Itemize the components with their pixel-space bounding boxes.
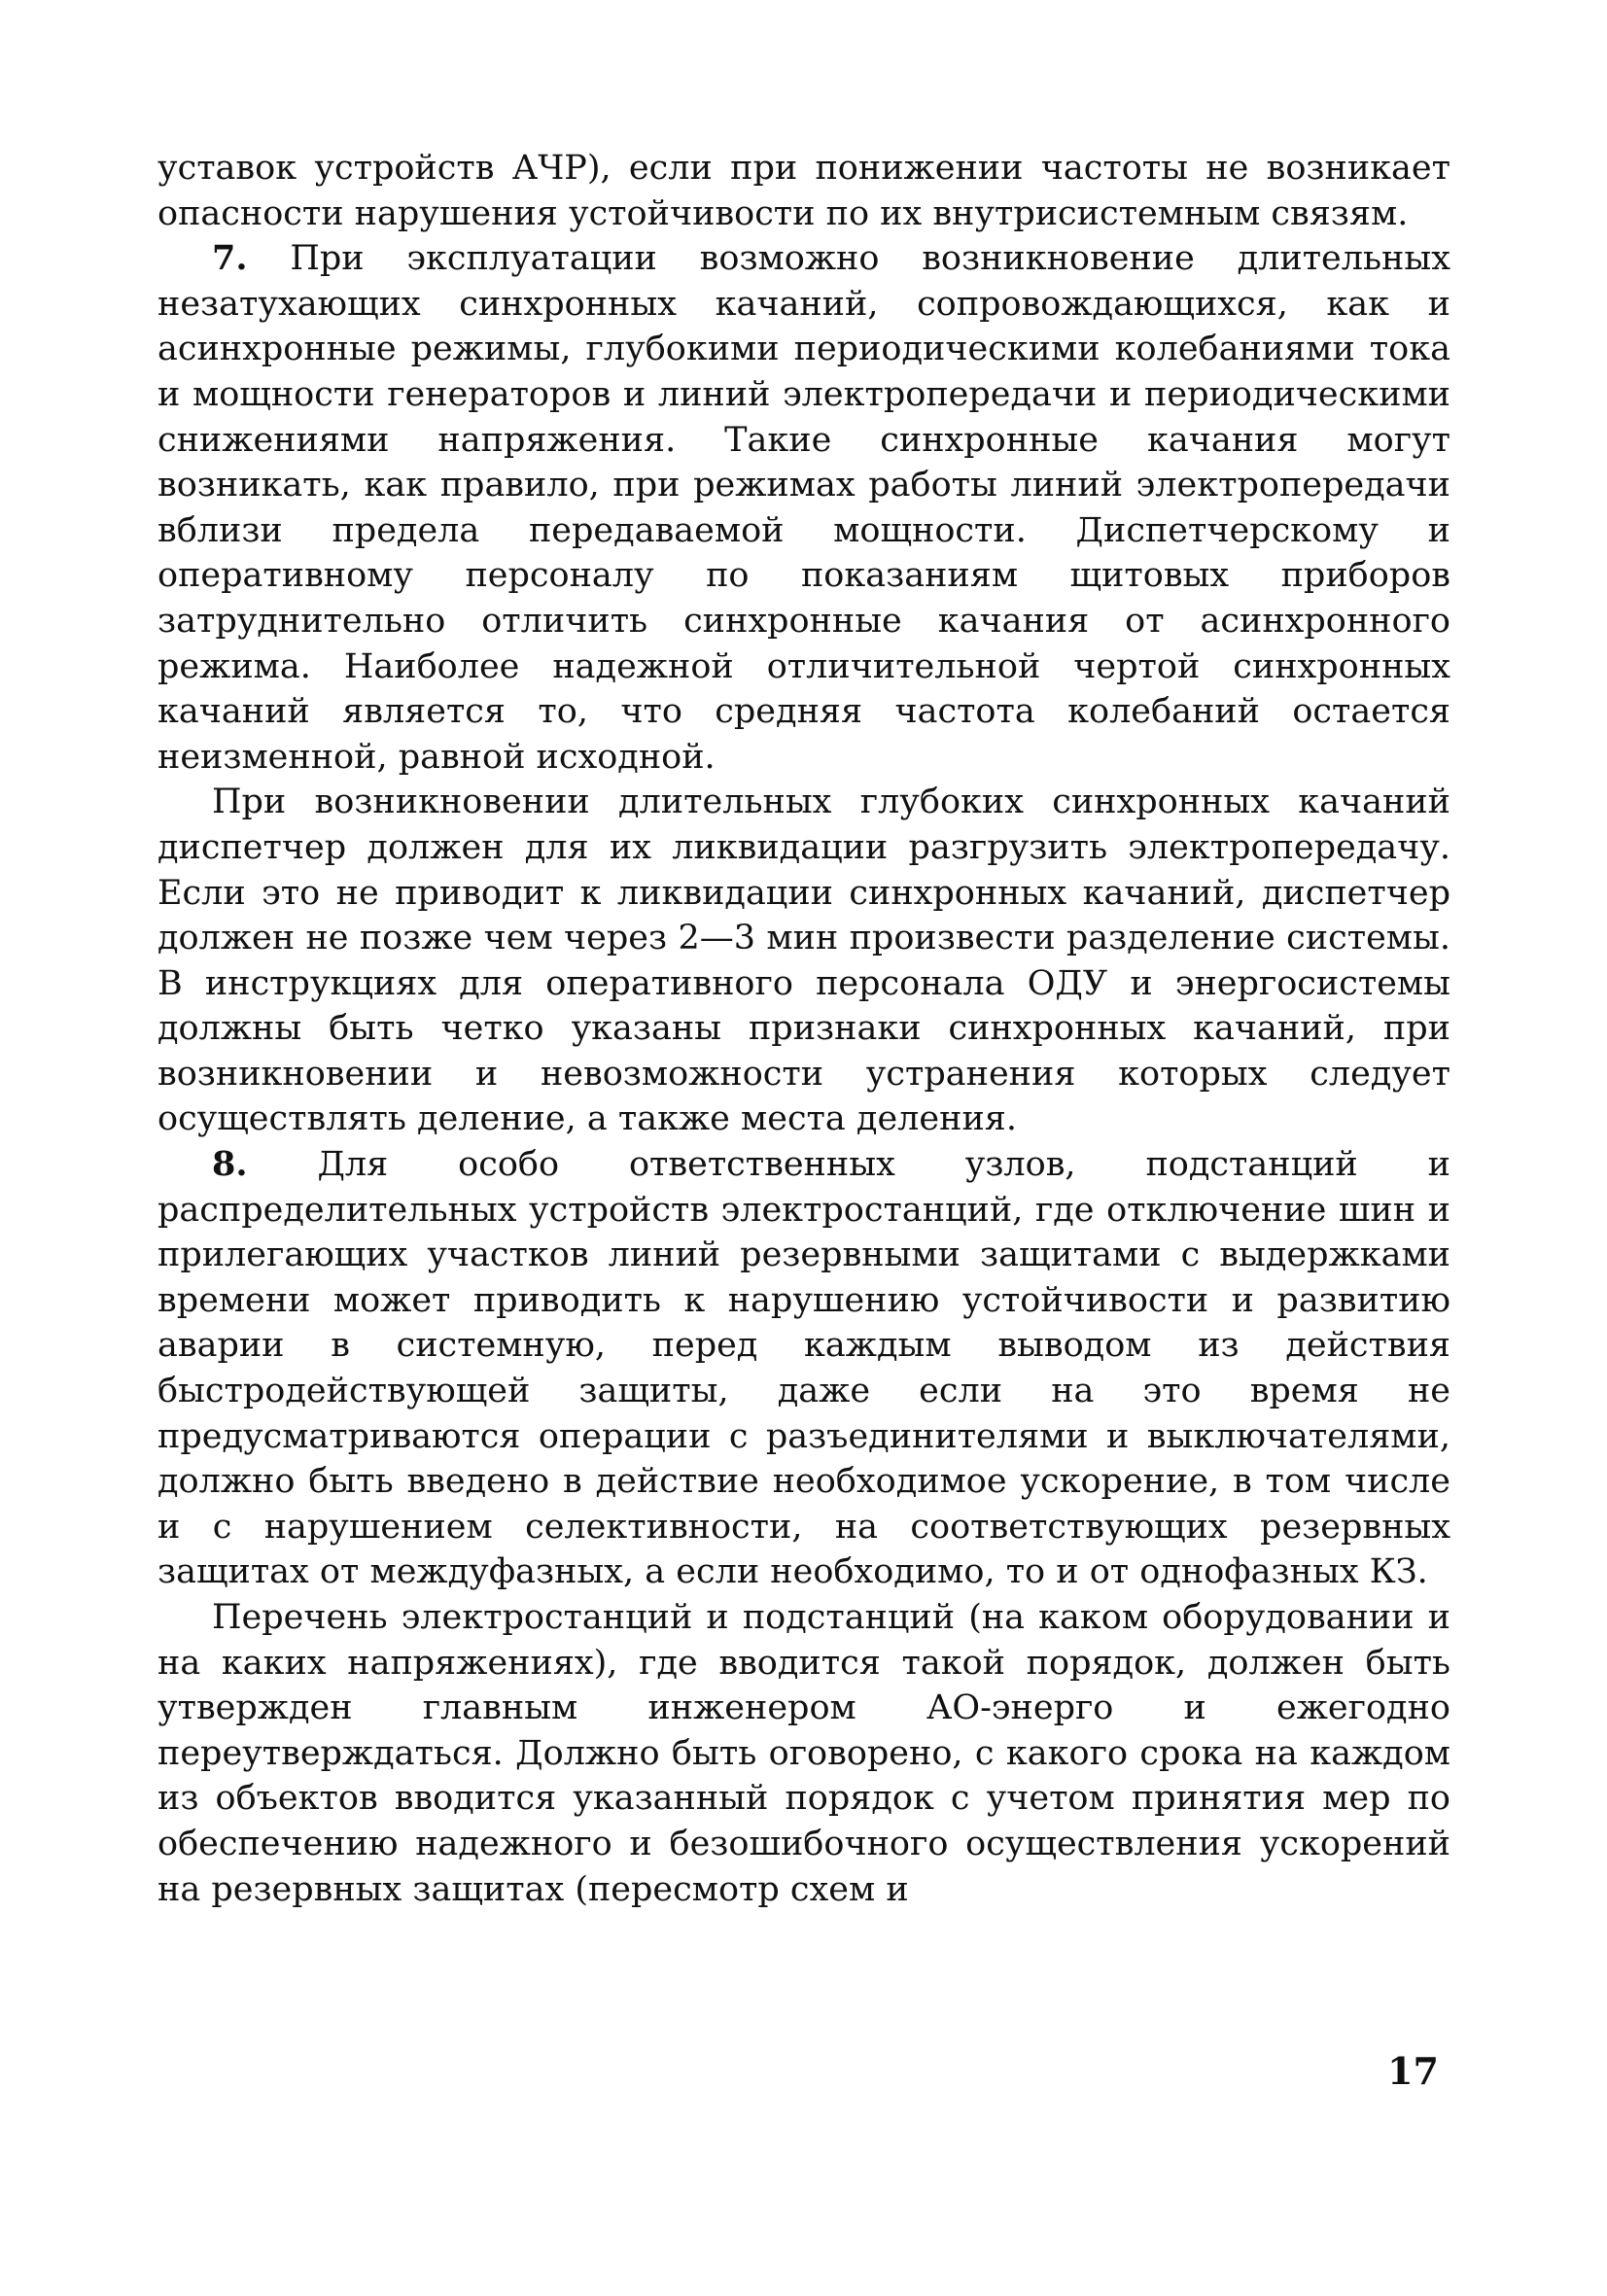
item-number: 8. — [212, 1144, 248, 1185]
paragraph-text: При возникновении длительных глубоких синхронных качаний диспетчер должен для их ликвидации разгрузить электропередачу. Если это не приводит к ликвидации синхронных качаний, диспетчер должен не позже чем через 2—3 мин произвести разделение системы. В инструкциях для оперативного персонала ОДУ и энергосистемы должны быть четко указаны признаки синхронных качаний, при возникновении и невозможности устранения которых следует осуществлять деление, а также места деления. — [157, 783, 1450, 1139]
paragraph-text: уставок устройств АЧР), если при понижении частоты не возникает опасности нарушения устойчивости по их внутрисистемным связям. — [157, 149, 1450, 233]
paragraph-item-8 — [157, 1142, 1450, 1595]
paragraph-stations-list — [157, 1595, 1450, 1912]
paragraph-synchronous-swings — [157, 780, 1450, 1142]
paragraph-text: Для особо ответственных узлов, подстанций и распределительных устройств электростанций, где отключение шин и прилегающих участков линий резервными защитами с выдержками времени может приводить к нарушению устойчивости и развитию аварии в системную, перед каждым выводом из действия быстродействующей защиты, даже если на это время не предусматриваются операции с разъединителями и выключателями, должно быть введено в действие необходимое ускорение, в том числе и с нарушением селективности, на соответствующих резервных защитах от междуфазных, а если необходимо, то и от однофазных КЗ. — [157, 1145, 1450, 1592]
body-text — [157, 146, 1450, 1912]
paragraph-item-7 — [157, 236, 1450, 780]
paragraph-text: Перечень электростанций и подстанций (на каком оборудовании и на каких напряжениях), где вводится такой порядок, должен быть утвержден главным инженером АО-энерго и ежегодно переутверждаться. Должно быть оговорено, с какого срока на каждом из объектов вводится указанный порядок с учетом принятия мер по обеспечению надежного и безошибочного осуществления ускорений на резервных защитах (пересмотр схем и — [157, 1598, 1450, 1909]
paragraph-continuation — [157, 146, 1450, 236]
paragraph-text: При эксплуатации возможно возникновение длительных незатухающих синхронных качаний, сопровождающихся, как и асинхронные режимы, глубокими периодическими колебаниями тока и мощности генераторов и линий электропередачи и периодическими снижениями напряжения. Такие синхронные качания могут возникать, как правило, при режимах работы линий электропередачи вблизи предела передаваемой мощности. Диспетчерскому и оперативному персоналу по показаниям щитовых приборов затруднительно отличить синхронные качания от асинхронного режима. Наиболее надежной отличительной чертой синхронных качаний является то, что средняя частота колебаний остается неизменной, равной исходной. — [157, 239, 1450, 777]
item-number: 7. — [212, 238, 248, 279]
page-number: 17 — [1387, 2049, 1439, 2093]
